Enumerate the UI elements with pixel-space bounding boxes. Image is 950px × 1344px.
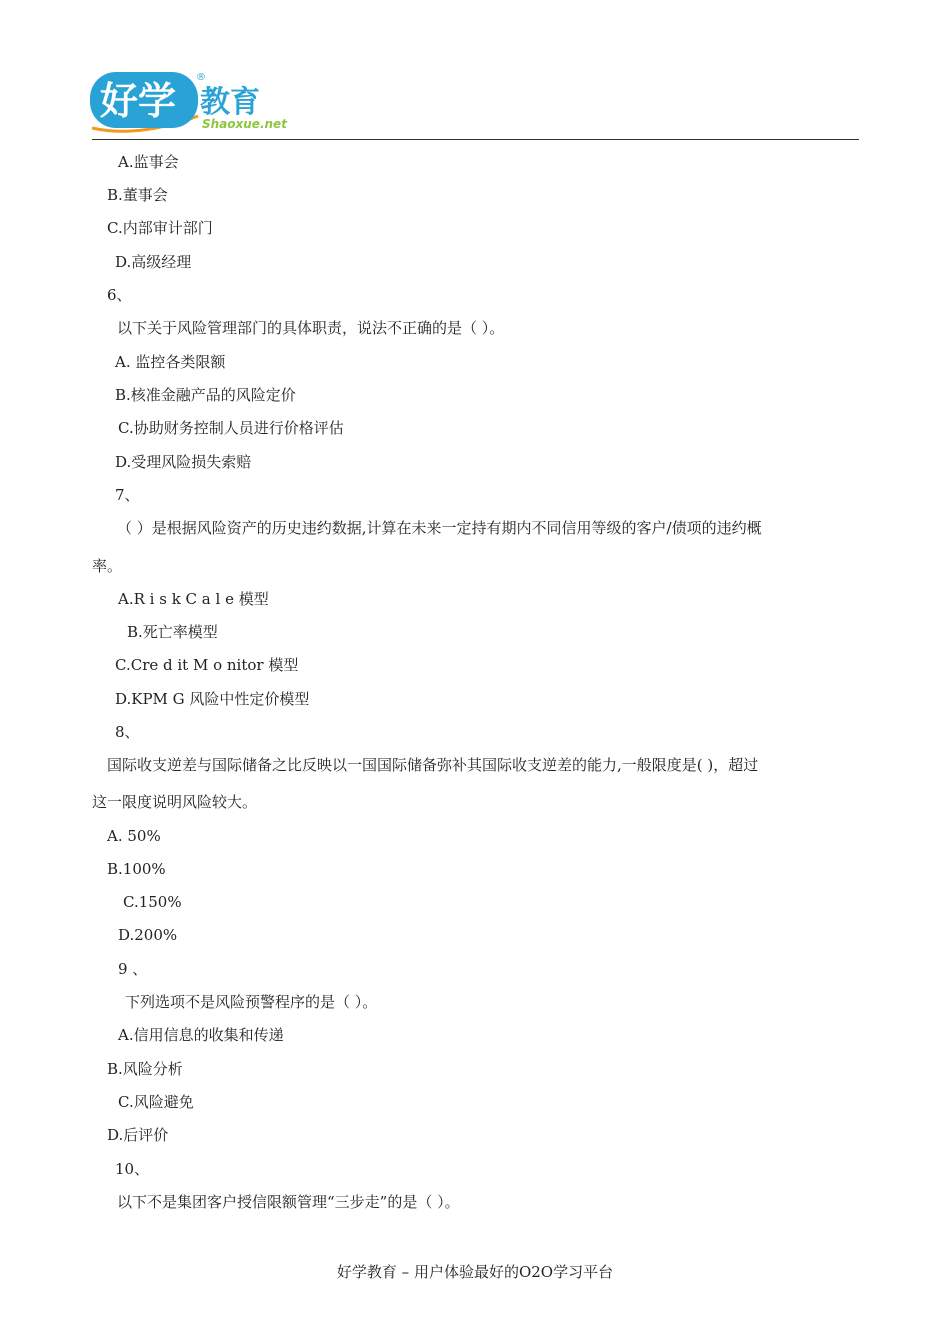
option-line: A. 50% — [107, 827, 161, 845]
option-line: C.150% — [123, 893, 182, 911]
option-line: B.核准金融产品的风险定价 — [115, 386, 296, 404]
logo-graphic — [88, 66, 288, 140]
option-line: B.董事会 — [107, 186, 168, 204]
option-line: C.协助财务控制人员进行价格评估 — [118, 419, 344, 437]
question-text: （ ）是根据风险资产的历史违约数据,计算在未来一定持有期内不同信用等级的客户/债项的违约概 — [117, 519, 762, 537]
option-line: A.信用信息的收集和传递 — [118, 1026, 284, 1044]
option-line: A. 监控各类限额 — [115, 353, 226, 371]
question-text: 以下不是集团客户授信限额管理“三步走”的是（ ）。 — [117, 1193, 460, 1211]
shaoxue-logo — [88, 66, 288, 140]
header-divider — [92, 139, 859, 140]
option-line: D.后评价 — [107, 1126, 169, 1144]
question-number: 6、 — [107, 286, 132, 304]
option-line: D.KPM G 风险中性定价模型 — [115, 690, 310, 708]
question-number: 10、 — [115, 1160, 150, 1178]
logo-cn-2: 教育 — [200, 85, 260, 120]
question-text: 以下关于风险管理部门的具体职责，说法不正确的是（ ）。 — [117, 319, 505, 337]
logo-cn-1: 好学 — [100, 79, 177, 123]
option-line: A.监事会 — [118, 153, 179, 171]
option-line: A.R i s k C a l e 模型 — [118, 590, 269, 608]
option-line: B.100% — [107, 860, 166, 878]
option-line: D.200% — [118, 926, 178, 944]
question-number: 8、 — [115, 723, 140, 741]
option-line: B.死亡率模型 — [127, 623, 218, 641]
logo-registered-mark: ® — [196, 72, 206, 83]
option-line: C.内部审计部门 — [107, 219, 213, 237]
question-number: 7、 — [115, 486, 140, 504]
page-footer: 好学教育 – 用户体验最好的O2O学习平台 — [336, 1263, 614, 1281]
question-text: 这一限度说明风险较大。 — [92, 793, 258, 811]
question-number: 9 、 — [118, 960, 148, 978]
option-line: C.风险避免 — [118, 1093, 194, 1111]
option-line: C.Cre d it M o nitor 模型 — [115, 656, 299, 674]
option-line: B.风险分析 — [107, 1060, 183, 1078]
option-line: D.受理风险损失索赔 — [115, 453, 252, 471]
logo-en: Shaoxue.net — [202, 117, 287, 131]
option-line: D.高级经理 — [115, 253, 192, 271]
question-text: 率。 — [92, 557, 123, 575]
question-text: 国际收支逆差与国际储备之比反映以一国国际储备弥补其国际收支逆差的能力,一般限度是( )，超过 — [107, 756, 759, 774]
question-text: 下列选项不是风险预警程序的是（ ）。 — [125, 993, 378, 1011]
